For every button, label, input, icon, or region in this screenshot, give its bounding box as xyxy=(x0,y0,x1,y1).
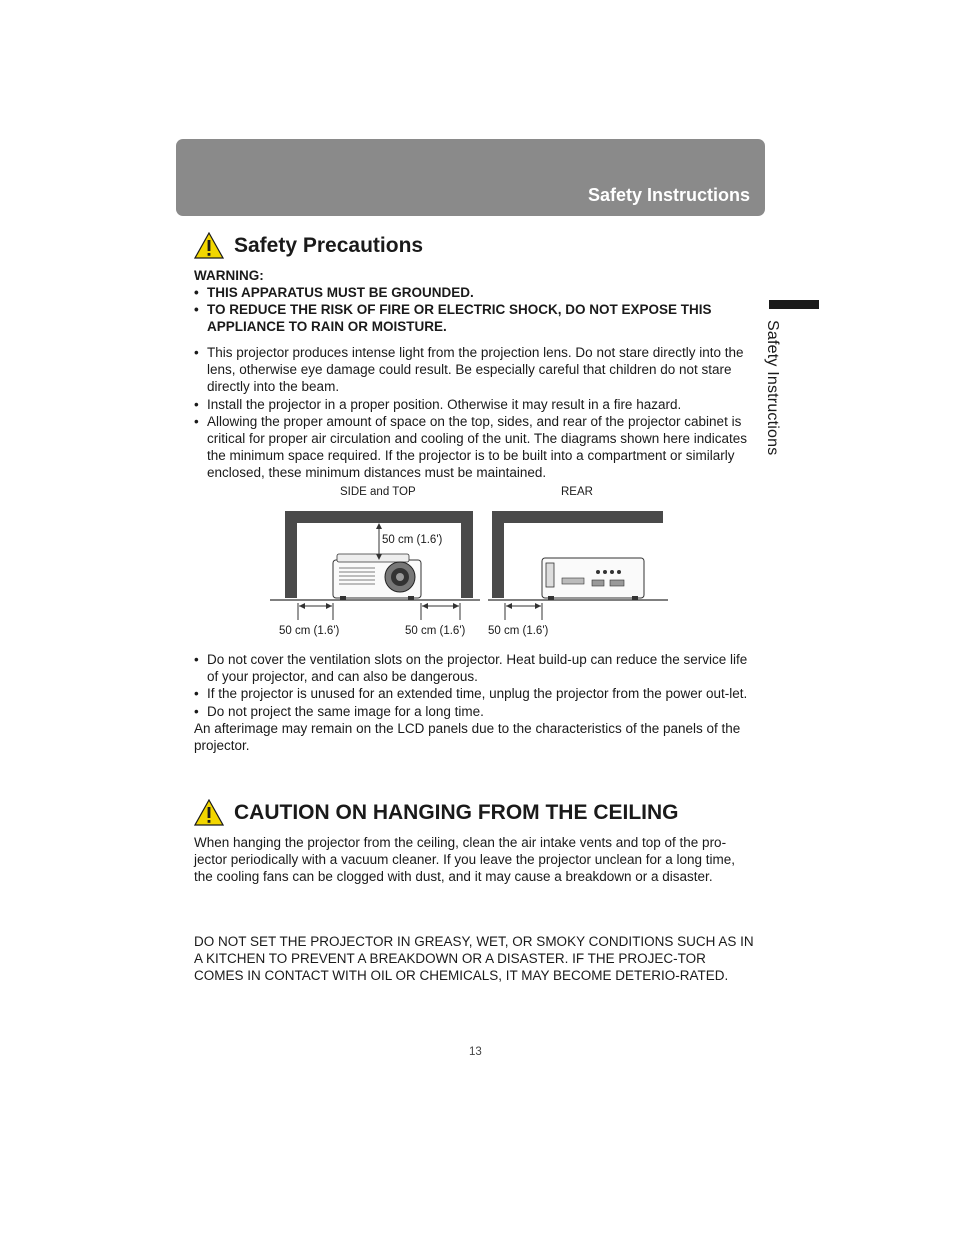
page-number: 13 xyxy=(469,1046,482,1058)
header-bar xyxy=(176,139,765,216)
afterimage-note: An afterimage may remain on the LCD panels due to the characteristics of the panels of the projector. xyxy=(194,720,741,754)
section-title: CAUTION ON HANGING FROM THE CEILING xyxy=(234,800,679,824)
environment-warning: DO NOT SET THE PROJECTOR IN GREASY, WET, OR SMOKY CONDITIONS SUCH AS IN A KITCHEN TO PREVENT A BREAKDOWN OR A DISASTER. IF THE PROJEC-TOR COMES IN CONTACT WITH OIL OR CHEMICALS, IT MAY BECOME DETERIO-RATED. xyxy=(194,934,754,984)
warning-triangle-icon xyxy=(194,232,224,259)
warning-block xyxy=(194,267,754,335)
bullet-list-a xyxy=(194,344,754,482)
list-item: • Do not cover the ventilation slots on the projector. Heat build-up can reduce the service life of your projector, and can also be dangerous. xyxy=(194,651,754,685)
rear-distance-label: 50 cm (1.6') xyxy=(488,625,549,637)
warning-item: • TO REDUCE THE RISK OF FIRE OR ELECTRIC SHOCK, DO NOT EXPOSE THIS APPLIANCE TO RAIN OR MOISTURE. xyxy=(194,301,754,335)
clearance-diagram xyxy=(270,483,690,643)
ceiling-caution-body: When hanging the projector from the ceiling, clean the air intake vents and top of the pro-jector periodically with a vacuum cleaner. If you leave the projector unclean for a long time, the cooling fans can be clogged with dust, and it may cause a breakdown or a disaster. xyxy=(194,835,736,885)
list-item: • If the projector is unused for an extended time, unplug the projector from the power out-let. xyxy=(194,685,754,702)
bullet-list-b xyxy=(194,651,754,754)
right-distance-label: 50 cm (1.6') xyxy=(405,625,466,637)
section-heading-ceiling-caution xyxy=(194,799,679,826)
top-distance-label: 50 cm (1.6') xyxy=(382,534,443,546)
clearance-drawing xyxy=(270,508,690,633)
page-title: Safety Instructions xyxy=(587,185,750,205)
side-tab-marker xyxy=(769,300,819,309)
diagram-label-side-top: SIDE and TOP xyxy=(340,486,416,498)
side-tab-label: Safety Instructions xyxy=(764,320,781,456)
section-title: Safety Precautions xyxy=(234,233,424,257)
list-item: • Do not project the same image for a long time. xyxy=(194,703,754,720)
list-item: • Allowing the proper amount of space on the top, sides, and rear of the projector cabinet is critical for proper air circulation and cooling of the unit. The diagrams shown here indicates the minimum space required. If the projector is to be built into a compartment or similarly enclosed, these minimum distances must be maintained. xyxy=(194,413,754,482)
diagram-label-rear: REAR xyxy=(561,486,593,498)
warning-label: WARNING: xyxy=(194,268,264,283)
section-heading-safety-precautions xyxy=(194,232,423,259)
warning-item: • THIS APPARATUS MUST BE GROUNDED. xyxy=(194,284,754,301)
left-distance-label: 50 cm (1.6') xyxy=(279,625,340,637)
list-item: • This projector produces intense light from the projection lens. Do not stare directly into the lens, otherwise eye damage could result. Be especially careful that children do not stare directly into the beam. xyxy=(194,344,754,396)
list-item: • Install the projector in a proper position. Otherwise it may result in a fire hazard. xyxy=(194,396,754,413)
warning-triangle-icon xyxy=(194,799,224,826)
